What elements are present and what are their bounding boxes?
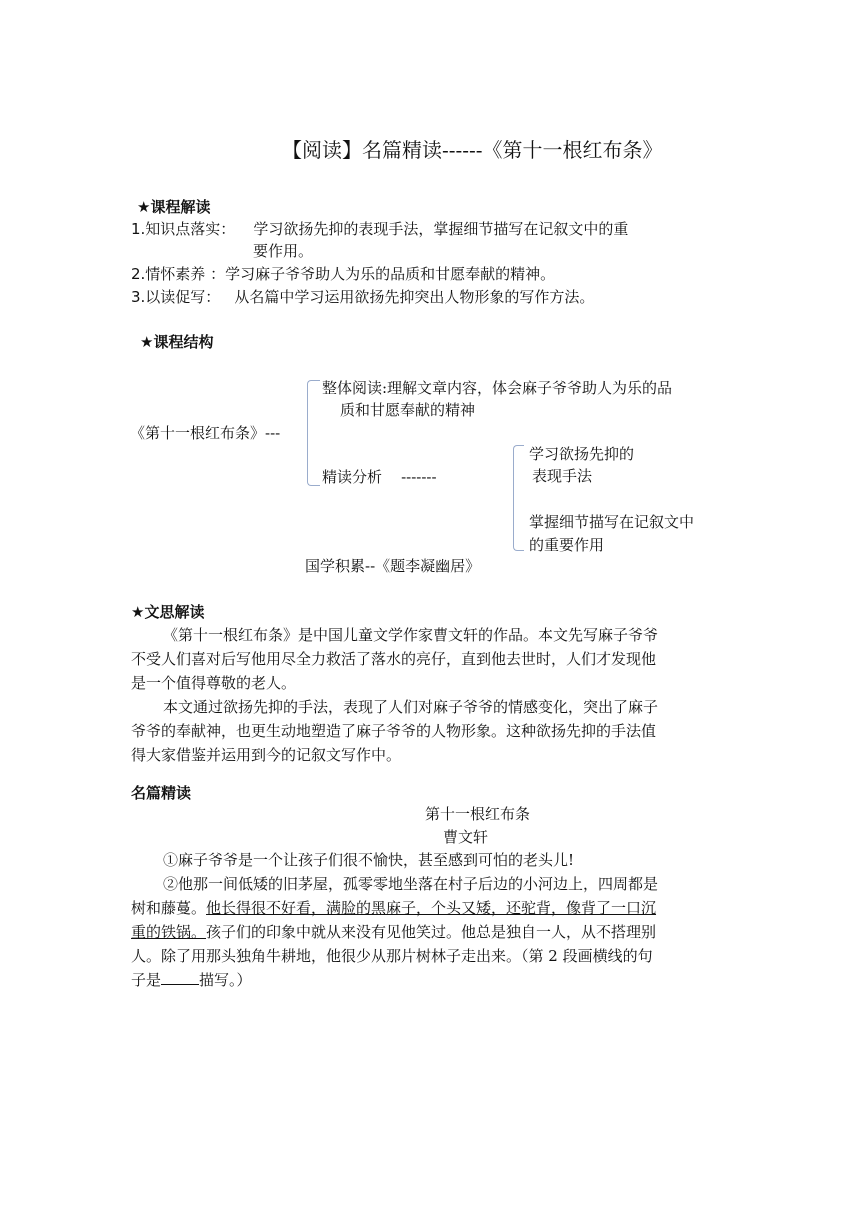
intro-item-1-text: 学习欲扬先抑的表现手法，掌握细节描写在记叙文中的重	[253, 220, 629, 238]
story-p2-l3-plain: 孩子们的印象中就从来没有见他笑过。他总是独自一人，从不搭理别	[206, 923, 657, 941]
analysis-p1-line1: 《第十一根红布条》是中国儿童文学作家曹文轩的作品。本文先写麻子爷爷	[163, 626, 659, 644]
story-author: 曹文轩	[443, 828, 489, 846]
story-paragraph-2-line1: ②他那一间低矮的旧茅屋，孤零零地坐落在村子后边的小河边上，四周都是	[163, 875, 659, 893]
structure-branch-1-cont: 质和甘愿奉献的精神	[340, 401, 476, 419]
course-intro-heading: ★课程解读	[137, 198, 211, 216]
structure-sub-1-cont: 表现手法	[532, 467, 593, 485]
structure-bracket-main	[307, 380, 320, 486]
analysis-heading: ★文思解读	[131, 603, 205, 621]
analysis-p2-line2: 爷爷的奉献神，也更生动地塑造了麻子爷爷的人物形象。这种欲扬先抑的手法值	[131, 722, 657, 740]
intro-item-2-label: 2.情怀素养 ：	[131, 265, 226, 283]
story-paragraph-2-line2	[131, 896, 746, 920]
structure-extra: 国学积累--《题李凝幽居》	[305, 557, 481, 575]
analysis-p1-line2: 不受人们喜对后写他用尽全力救活了落水的亮仔，直到他去世时，人们才发现他	[131, 650, 657, 668]
page-title: 【阅读】名篇精读------《第十一根红布条》	[282, 138, 663, 162]
story-body	[131, 848, 746, 992]
answer-blank[interactable]	[161, 970, 199, 985]
intro-item-1-cont: 要作用。	[253, 242, 314, 260]
story-p2-l5-a: 子是	[131, 971, 162, 989]
story-paragraph-2-line3	[131, 920, 746, 944]
intro-item-1	[131, 218, 628, 240]
story-title: 第十一根红布条	[425, 805, 531, 823]
structure-branch-1: 整体阅读:理解文章内容，体会麻子爷爷助人为乐的品	[322, 379, 673, 397]
intro-item-2-text: 学习麻子爷爷助人为乐的品质和甘愿奉献的精神。	[225, 265, 556, 283]
structure-sub-2-cont: 的重要作用	[529, 536, 605, 554]
structure-branch-2: 精读分析 -------	[322, 468, 437, 486]
intro-item-3-label: 3.以读促写：	[131, 288, 221, 306]
structure-sub-1: 学习欲扬先抑的	[529, 445, 635, 463]
intro-item-3	[131, 286, 594, 308]
intro-item-2	[131, 263, 555, 285]
structure-heading: ★课程结构	[140, 333, 214, 351]
story-p2-l3-underlined: 重的铁锅。	[131, 923, 207, 941]
story-paragraph-1: ①麻子爷爷是一个让孩子们很不愉快，甚至感到可怕的老头儿!	[163, 851, 575, 869]
reading-heading: 名篇精读	[131, 784, 192, 802]
story-p2-l2-plain: 树和藤蔓。	[131, 899, 207, 917]
structure-root: 《第十一根红布条》---	[130, 424, 281, 442]
intro-item-3-text: 从名篇中学习运用欲扬先抑突出人物形象的写作方法。	[234, 288, 595, 306]
analysis-p2-line3: 得大家借鉴并运用到今的记叙文写作中。	[131, 746, 402, 764]
story-p2-l2-underlined: 他长得很不好看，满脸的黑麻子，个头又矮，还驼背，像背了一口沉	[206, 899, 657, 917]
structure-sub-2: 掌握细节描写在记叙文中	[529, 513, 695, 531]
analysis-p1-line3: 是一个值得尊敬的老人。	[131, 674, 297, 692]
analysis-p2-line1: 本文通过欲扬先抑的手法，表现了人们对麻子爷爷的情感变化，突出了麻子	[163, 698, 659, 716]
analysis-paragraph-1	[131, 623, 741, 767]
intro-item-1-label: 1.知识点落实：	[131, 220, 236, 238]
story-paragraph-2-line5	[131, 968, 746, 992]
story-paragraph-2-line4: 人。除了用那头独角牛耕地，他很少从那片树林子走出来。（第 2 段画横线的句	[131, 947, 653, 965]
structure-bracket-sub	[513, 445, 524, 551]
story-p2-l5-b: 描写。）	[199, 971, 252, 989]
